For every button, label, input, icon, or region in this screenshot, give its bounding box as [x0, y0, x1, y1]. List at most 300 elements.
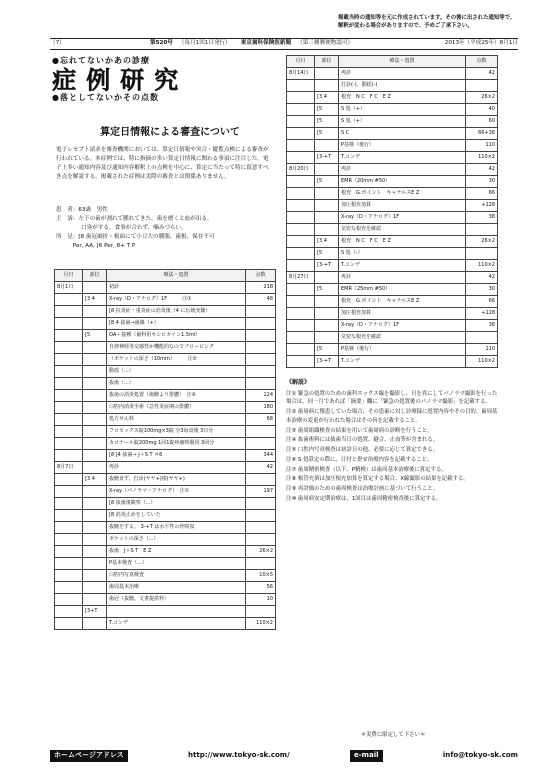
cell-points: [246, 426, 276, 438]
cell-site: [315, 272, 339, 284]
cell-points: 110×2: [466, 152, 498, 164]
cell-points: 26×2: [466, 236, 498, 248]
cell-treatment: [8 抗炎症・重炎症の消炎後（4 に伝統実験）: [107, 306, 246, 318]
cell-treatment: 抜歯 J＋S T E Z: [107, 546, 246, 558]
cell-date: [55, 450, 83, 462]
cell-treatment: [8 抜歯後観察（...）: [107, 498, 246, 510]
cell-points: 197: [246, 486, 276, 498]
cell-date: [55, 498, 83, 510]
cell-site: [83, 342, 107, 354]
footer: [50, 750, 518, 762]
cell-points: 68: [246, 414, 276, 426]
cell-date: [55, 402, 83, 414]
cell-treatment: 処方せん料: [107, 414, 246, 426]
cell-date: 8月27日: [287, 272, 315, 284]
cell-site: [83, 450, 107, 462]
cell-site: [315, 212, 339, 224]
cell-treatment: 根充 G.ポイント キャナルスE Z: [339, 188, 466, 200]
cell-date: [287, 296, 315, 308]
cell-site: [5: [315, 284, 339, 296]
table-row: [287, 356, 498, 368]
col-points: 点数: [466, 56, 498, 68]
cell-site: [83, 594, 107, 606]
chief-complaint: 主 訴：左下の歯が割れて腫れてきた。歯を磨くと血が出る。: [56, 215, 213, 222]
patient-info: [56, 206, 274, 251]
table-row: [55, 474, 276, 486]
col-treatment: 療法・処置: [107, 270, 246, 282]
banner-bottom: ●落としてないかその点数: [52, 93, 159, 103]
cell-date: [55, 474, 83, 486]
cell-points: 42: [246, 462, 276, 474]
cell-date: [55, 534, 83, 546]
left-table-header: [55, 270, 276, 282]
cell-site: [3 4: [315, 92, 339, 104]
table-row: [287, 80, 498, 92]
cell-date: [55, 582, 83, 594]
table-row: [55, 498, 276, 510]
section-title: 算定日情報による審査について: [100, 127, 240, 138]
note-item: 注⑤ 口腔内写真検査は初診日の他、必要に応じて算定できる。: [286, 447, 439, 454]
cell-treatment: 根充 G.ポイント キャナルスE Z: [339, 296, 466, 308]
cell-date: [287, 284, 315, 296]
cell-treatment: 再診: [107, 462, 246, 474]
cell-date: [55, 546, 83, 558]
cell-site: [3 4: [83, 294, 107, 306]
banner-title: 症例研究: [52, 64, 188, 94]
cell-treatment: S 処（+）: [339, 116, 466, 128]
table-row: [287, 104, 498, 116]
table-row: [55, 318, 276, 330]
cell-date: [287, 212, 315, 224]
cell-date: [287, 200, 315, 212]
cell-treatment: 歯冠（抜髄、文書提供料）: [107, 594, 246, 606]
cell-site: [3+T: [83, 606, 107, 618]
table-row: [287, 68, 498, 80]
cell-points: 42: [466, 164, 498, 176]
cell-points: +128: [466, 308, 498, 320]
cell-site: [83, 498, 107, 510]
table-row: [287, 272, 498, 284]
cell-date: [55, 618, 83, 630]
patient-name: 患 者：63歳 男性: [56, 207, 108, 213]
cell-date: 8月1日: [55, 282, 83, 294]
cell-date: [55, 438, 83, 450]
cell-date: [55, 606, 83, 618]
cell-points: 42: [466, 68, 498, 80]
cell-points: [246, 378, 276, 390]
homepage-url[interactable]: http://www.tokyo-sk.com/: [188, 751, 290, 760]
table-row: [55, 450, 276, 462]
cell-points: 66+38: [466, 128, 498, 140]
cell-points: 48: [246, 294, 276, 306]
cell-treatment: 口腔内写真検査: [107, 570, 246, 582]
cell-treatment: [8 4 抜歯→歯線（+）: [107, 318, 246, 330]
cell-treatment: [8 [4 抜歯→ J＋S T ＃6: [107, 450, 246, 462]
table-row: [287, 92, 498, 104]
cell-treatment: 口腔内消炎手術（急性炎症期の排膿）: [107, 402, 246, 414]
cell-treatment: 気密な根充を確認: [339, 224, 466, 236]
cell-site: [3-+T: [315, 152, 339, 164]
cell-site: [83, 510, 107, 522]
cell-points: 110×2: [466, 356, 498, 368]
notice-line2: 解釈が変わる場合がありますので、予めご了承下さい。: [338, 23, 473, 30]
cell-treatment: P基検（後行）: [339, 344, 466, 356]
cell-points: 180: [246, 402, 276, 414]
cell-treatment: 再診: [339, 68, 466, 80]
cell-points: 66: [466, 188, 498, 200]
note-item: 注⑥ S 処算定の際に、日付と併せ治療内容を記載すること。: [286, 456, 433, 463]
intro-text: 電子レセプト請求を審査機関においては、算定日情報や突合・縦覧点検による審査が行われている。本症例では、特に指摘の多い算定日情報に関わる事項に注目した。電子上多い通知内容及び通知内容解釈上の点検を中心に、算定に当たって特に留意すべき点を解説する。掲載された症例は実際の審査とは関係ありません。: [56, 147, 269, 180]
cell-points: [246, 366, 276, 378]
cell-points: [246, 522, 276, 534]
cell-points: 110×2: [466, 260, 498, 272]
table-row: [55, 282, 276, 294]
banner: [52, 56, 272, 104]
cell-date: 8月14日: [287, 68, 315, 80]
table-row: [287, 188, 498, 200]
cell-date: [55, 390, 83, 402]
cell-date: [287, 80, 315, 92]
cell-site: [83, 438, 107, 450]
note-item: 注⑨ 再評価のための歯周検査は治療計画に基づいて行うこと。: [286, 486, 439, 493]
cell-treatment: 再診: [339, 164, 466, 176]
table-row: [55, 522, 276, 534]
cell-site: [83, 582, 107, 594]
cell-site: [5: [315, 176, 339, 188]
table-row: [287, 260, 498, 272]
cell-site: [5: [315, 104, 339, 116]
col-points: 点数: [246, 270, 276, 282]
note-item: 注② 歯周病に罹患していた場合、その患歯に対し診療録に処置内容やその目的、歯周基本治療の変更が行われた場合はその旨を記載すること。: [286, 409, 498, 424]
cell-site: [5: [315, 344, 339, 356]
cell-date: [287, 152, 315, 164]
cell-treatment: S 処（+）: [339, 104, 466, 116]
cell-date: 8月7日: [55, 462, 83, 474]
note-item: 注④ 抜歯術料には抜歯当日の処置、縫合、止血等が含まれる。: [286, 437, 439, 444]
cell-treatment: 初診: [107, 282, 246, 294]
cell-site: [83, 354, 107, 366]
cell-date: [55, 330, 83, 342]
cell-site: [83, 426, 107, 438]
banner-top: ●忘れてないかあの診療: [52, 56, 150, 65]
notice: [338, 14, 538, 30]
cell-treatment: P基検（後行）: [339, 140, 466, 152]
cell-treatment: T.コンデ: [107, 618, 246, 630]
cell-treatment: T.コンデ: [339, 152, 466, 164]
col-site: 部位: [83, 270, 107, 282]
table-row: [55, 462, 276, 474]
cell-points: 26×2: [246, 546, 276, 558]
note-item: 注③ 歯周組織検査の結果を用いて歯周病の診断を行うこと。: [286, 427, 433, 434]
table-row: [55, 390, 276, 402]
cell-treatment: 根充 N C F C E Z: [339, 92, 466, 104]
cell-site: [83, 414, 107, 426]
cell-site: [3 4: [83, 474, 107, 486]
cell-date: [287, 188, 315, 200]
cell-date: [55, 426, 83, 438]
cell-site: [83, 486, 107, 498]
cell-treatment: 気密な根充を確認: [339, 332, 466, 344]
cell-treatment: 抜髄をする。 3-+T は水平性の骨吸収: [107, 522, 246, 534]
cell-site: [315, 80, 339, 92]
cell-site: [83, 522, 107, 534]
table-row: [55, 582, 276, 594]
cell-treatment: X-ray（パノラマ・アナログ） 注①: [107, 486, 246, 498]
note-item: 注⑩ 歯周病安定期治療は、1回目は歯周精密検査後に算定する。: [286, 495, 442, 502]
cell-date: [55, 306, 83, 318]
findings-2: Per, AA, [6 Per, 8+ T P: [56, 242, 136, 249]
cell-points: [246, 330, 276, 342]
cell-site: [315, 140, 339, 152]
cell-points: 56: [246, 582, 276, 594]
cell-site: [315, 200, 339, 212]
cell-date: [55, 558, 83, 570]
table-row: [287, 296, 498, 308]
table-row: [55, 534, 276, 546]
cell-treatment: X-ray（D・アナログ）1F: [339, 212, 466, 224]
col-date: 月日: [55, 270, 83, 282]
cell-date: [55, 294, 83, 306]
cell-site: [83, 534, 107, 546]
table-row: [55, 294, 276, 306]
cell-date: [287, 104, 315, 116]
note-item: 注⑧ 根管充填は加圧根充加算を算定する場合、X線撮影の結果を記載する。: [286, 476, 469, 483]
chief-complaint-2: 口臭がする。食事が合わず、噛みづらい。: [81, 224, 187, 231]
cell-points: 218: [246, 282, 276, 294]
cell-site: [83, 366, 107, 378]
cell-points: [246, 306, 276, 318]
postal-note: （第三種郵便物認可）: [297, 40, 354, 47]
table-row: [55, 594, 276, 606]
cell-treatment: フロモックス錠100mg×3錠 分3毎食後 3日分: [107, 426, 246, 438]
cell-site: [83, 318, 107, 330]
table-row: [55, 378, 276, 390]
cell-points: 66: [466, 296, 498, 308]
email-label: e-mail: [350, 750, 382, 761]
cell-points: [246, 558, 276, 570]
cell-points: [246, 498, 276, 510]
cell-treatment: S 処（-）: [339, 248, 466, 260]
cell-treatment: X-ray（D・アナログ）1F: [339, 320, 466, 332]
cell-treatment: 自律神経等交感性か機能的なのでブロービング: [107, 342, 246, 354]
cell-treatment: [8 消炎止めをしていた: [107, 510, 246, 522]
cell-points: [466, 224, 498, 236]
table-row: [55, 342, 276, 354]
cell-points: 10×5: [246, 570, 276, 582]
cell-points: 42: [466, 272, 498, 284]
cell-points: 10: [246, 594, 276, 606]
table-row: [55, 306, 276, 318]
cell-treatment: EMR（20mm #50）: [339, 176, 466, 188]
issue-number: 第520号: [150, 40, 173, 47]
issue-date: 2013年（平成25年）8月1日: [444, 40, 518, 47]
cell-treatment: カロナール錠200mg 1回1錠疼痛時服用 3回分: [107, 438, 246, 450]
cell-date: [55, 366, 83, 378]
cell-treatment: 抜歯の消炎処置（歯髄より排膿） 注④: [107, 390, 246, 402]
cell-date: [287, 260, 315, 272]
cell-points: 124: [246, 390, 276, 402]
cell-date: [287, 92, 315, 104]
cell-date: [55, 570, 83, 582]
cell-date: [287, 140, 315, 152]
cell-site: [3-+T: [315, 260, 339, 272]
cell-date: [55, 522, 83, 534]
cell-points: 110: [466, 140, 498, 152]
table-row: [287, 224, 498, 236]
cell-date: [287, 248, 315, 260]
table-row: [287, 152, 498, 164]
table-row: [287, 284, 498, 296]
note-item: 注⑦ 歯周精密検査（以下、P精検）は歯周基本治療後に算定する。: [286, 466, 447, 473]
cell-treatment: X-ray（D・アナログ）1F 注①: [107, 294, 246, 306]
cell-date: [287, 320, 315, 332]
cell-treatment: 動揺（...）: [107, 366, 246, 378]
cell-date: [287, 236, 315, 248]
cell-site: [83, 462, 107, 474]
table-row: [287, 248, 498, 260]
cell-date: [287, 224, 315, 236]
table-row: [287, 116, 498, 128]
cell-site: [315, 68, 339, 80]
cell-points: [246, 510, 276, 522]
cell-date: [55, 414, 83, 426]
homepage-label: ホームページアドレス: [50, 750, 128, 761]
cell-site: [5: [83, 330, 107, 342]
cell-date: [287, 332, 315, 344]
table-row: [55, 486, 276, 498]
cell-points: +128: [466, 200, 498, 212]
cell-date: [287, 116, 315, 128]
cell-date: [55, 318, 83, 330]
cell-treatment: 歯周基本治療: [107, 582, 246, 594]
paper-name: 東京歯科保険医新聞: [240, 40, 292, 47]
col-site: 部位: [315, 56, 339, 68]
table-row: [287, 344, 498, 356]
cell-treatment: T.コンデ: [339, 260, 466, 272]
notice-line1: 掲載当時の通知等を元に作成されています。その後に出された通知等で、: [338, 15, 516, 21]
cell-site: [315, 164, 339, 176]
cell-site: [3-+T: [315, 356, 339, 368]
publication-note: （毎月1回1日発行）: [178, 40, 231, 47]
cell-site: [3 4: [315, 236, 339, 248]
cell-date: [287, 344, 315, 356]
cell-site: [315, 320, 339, 332]
note-item: 注① 緊急の処置のための歯科エックス線を撮影し、日を異にしてパノラマ撮影を行った場合は、同一月であれば「摘要」欄に「緊急の処置後のパノラマ撮影」を記載する。: [286, 390, 498, 406]
table-row: [287, 164, 498, 176]
cell-points: 30: [466, 176, 498, 188]
table-row: [287, 236, 498, 248]
notes-title: 《解説》: [286, 379, 311, 386]
cell-points: 110×2: [246, 618, 276, 630]
findings: 所 見：[8 歯冠破折・根面にて小豆大の腫脹、歯根、保存不可: [56, 233, 215, 240]
email-address[interactable]: info@tokyo-sk.com: [442, 751, 518, 760]
cell-treatment: 加圧根充加算: [339, 308, 466, 320]
cell-points: [246, 342, 276, 354]
cell-treatment: EMR（25mm #50）: [339, 284, 466, 296]
cell-treatment: T.コンデ: [339, 356, 466, 368]
table-row: [55, 354, 276, 366]
cell-site: [5: [315, 248, 339, 260]
table-row: [287, 308, 498, 320]
table-row: [55, 558, 276, 570]
cell-date: [287, 176, 315, 188]
cell-site: [315, 308, 339, 320]
cell-treatment: P基本検査（...）: [107, 558, 246, 570]
cell-site: [83, 402, 107, 414]
cell-treatment: 打診(-)、動揺(-): [339, 80, 466, 92]
end-note: ＊実費に限定して下さい＊: [360, 732, 426, 738]
cell-treatment: [107, 606, 246, 618]
table-row: [55, 570, 276, 582]
cell-site: [83, 378, 107, 390]
cell-points: [246, 606, 276, 618]
cell-treatment: 抜歯（...）: [107, 378, 246, 390]
cell-points: [466, 332, 498, 344]
cell-date: [287, 356, 315, 368]
table-row: [287, 176, 498, 188]
table-row: [287, 212, 498, 224]
cell-site: [315, 332, 339, 344]
cell-treatment: （ボケットの深さ（10mm） 注②: [107, 354, 246, 366]
cell-site: [83, 570, 107, 582]
cell-date: [55, 510, 83, 522]
cell-site: [83, 618, 107, 630]
table-row: [55, 426, 276, 438]
cell-points: 38: [466, 320, 498, 332]
table-row: [287, 320, 498, 332]
cell-points: [246, 318, 276, 330]
table-row: [287, 200, 498, 212]
cell-points: [246, 438, 276, 450]
table-row: [55, 402, 276, 414]
cell-points: 30: [466, 284, 498, 296]
table-row: [55, 618, 276, 630]
table-row: [55, 606, 276, 618]
cell-date: [287, 308, 315, 320]
cell-points: 344: [246, 450, 276, 462]
cell-treatment: OA＋接種（歯科用キシロカイン1.5ml）: [107, 330, 246, 342]
notes-section: [286, 378, 500, 505]
cell-site: [83, 390, 107, 402]
cell-date: [287, 128, 315, 140]
cell-treatment: 再診: [339, 272, 466, 284]
cell-site: [5: [315, 116, 339, 128]
cell-date: [55, 342, 83, 354]
table-row: [287, 332, 498, 344]
table-row: [55, 414, 276, 426]
cell-points: [246, 534, 276, 546]
col-treatment: 療法・処置: [339, 56, 466, 68]
cell-site: [315, 188, 339, 200]
table-row: [55, 330, 276, 342]
cell-site: [315, 296, 339, 308]
table-row: [55, 546, 276, 558]
cell-points: [246, 474, 276, 486]
page-header: [50, 38, 518, 50]
cell-treatment: S C: [339, 128, 466, 140]
cell-date: [55, 354, 83, 366]
cell-site: [83, 558, 107, 570]
left-treatment-table: [54, 269, 276, 630]
cell-site: [83, 306, 107, 318]
cell-site: [83, 282, 107, 294]
cell-date: [55, 594, 83, 606]
cell-treatment: 抜髄直す、打診(ヤヤ+)根(ヤヤ+): [107, 474, 246, 486]
cell-points: [466, 248, 498, 260]
page-number: （7）: [50, 40, 65, 47]
cell-site: [83, 546, 107, 558]
right-table-header: [287, 56, 498, 68]
